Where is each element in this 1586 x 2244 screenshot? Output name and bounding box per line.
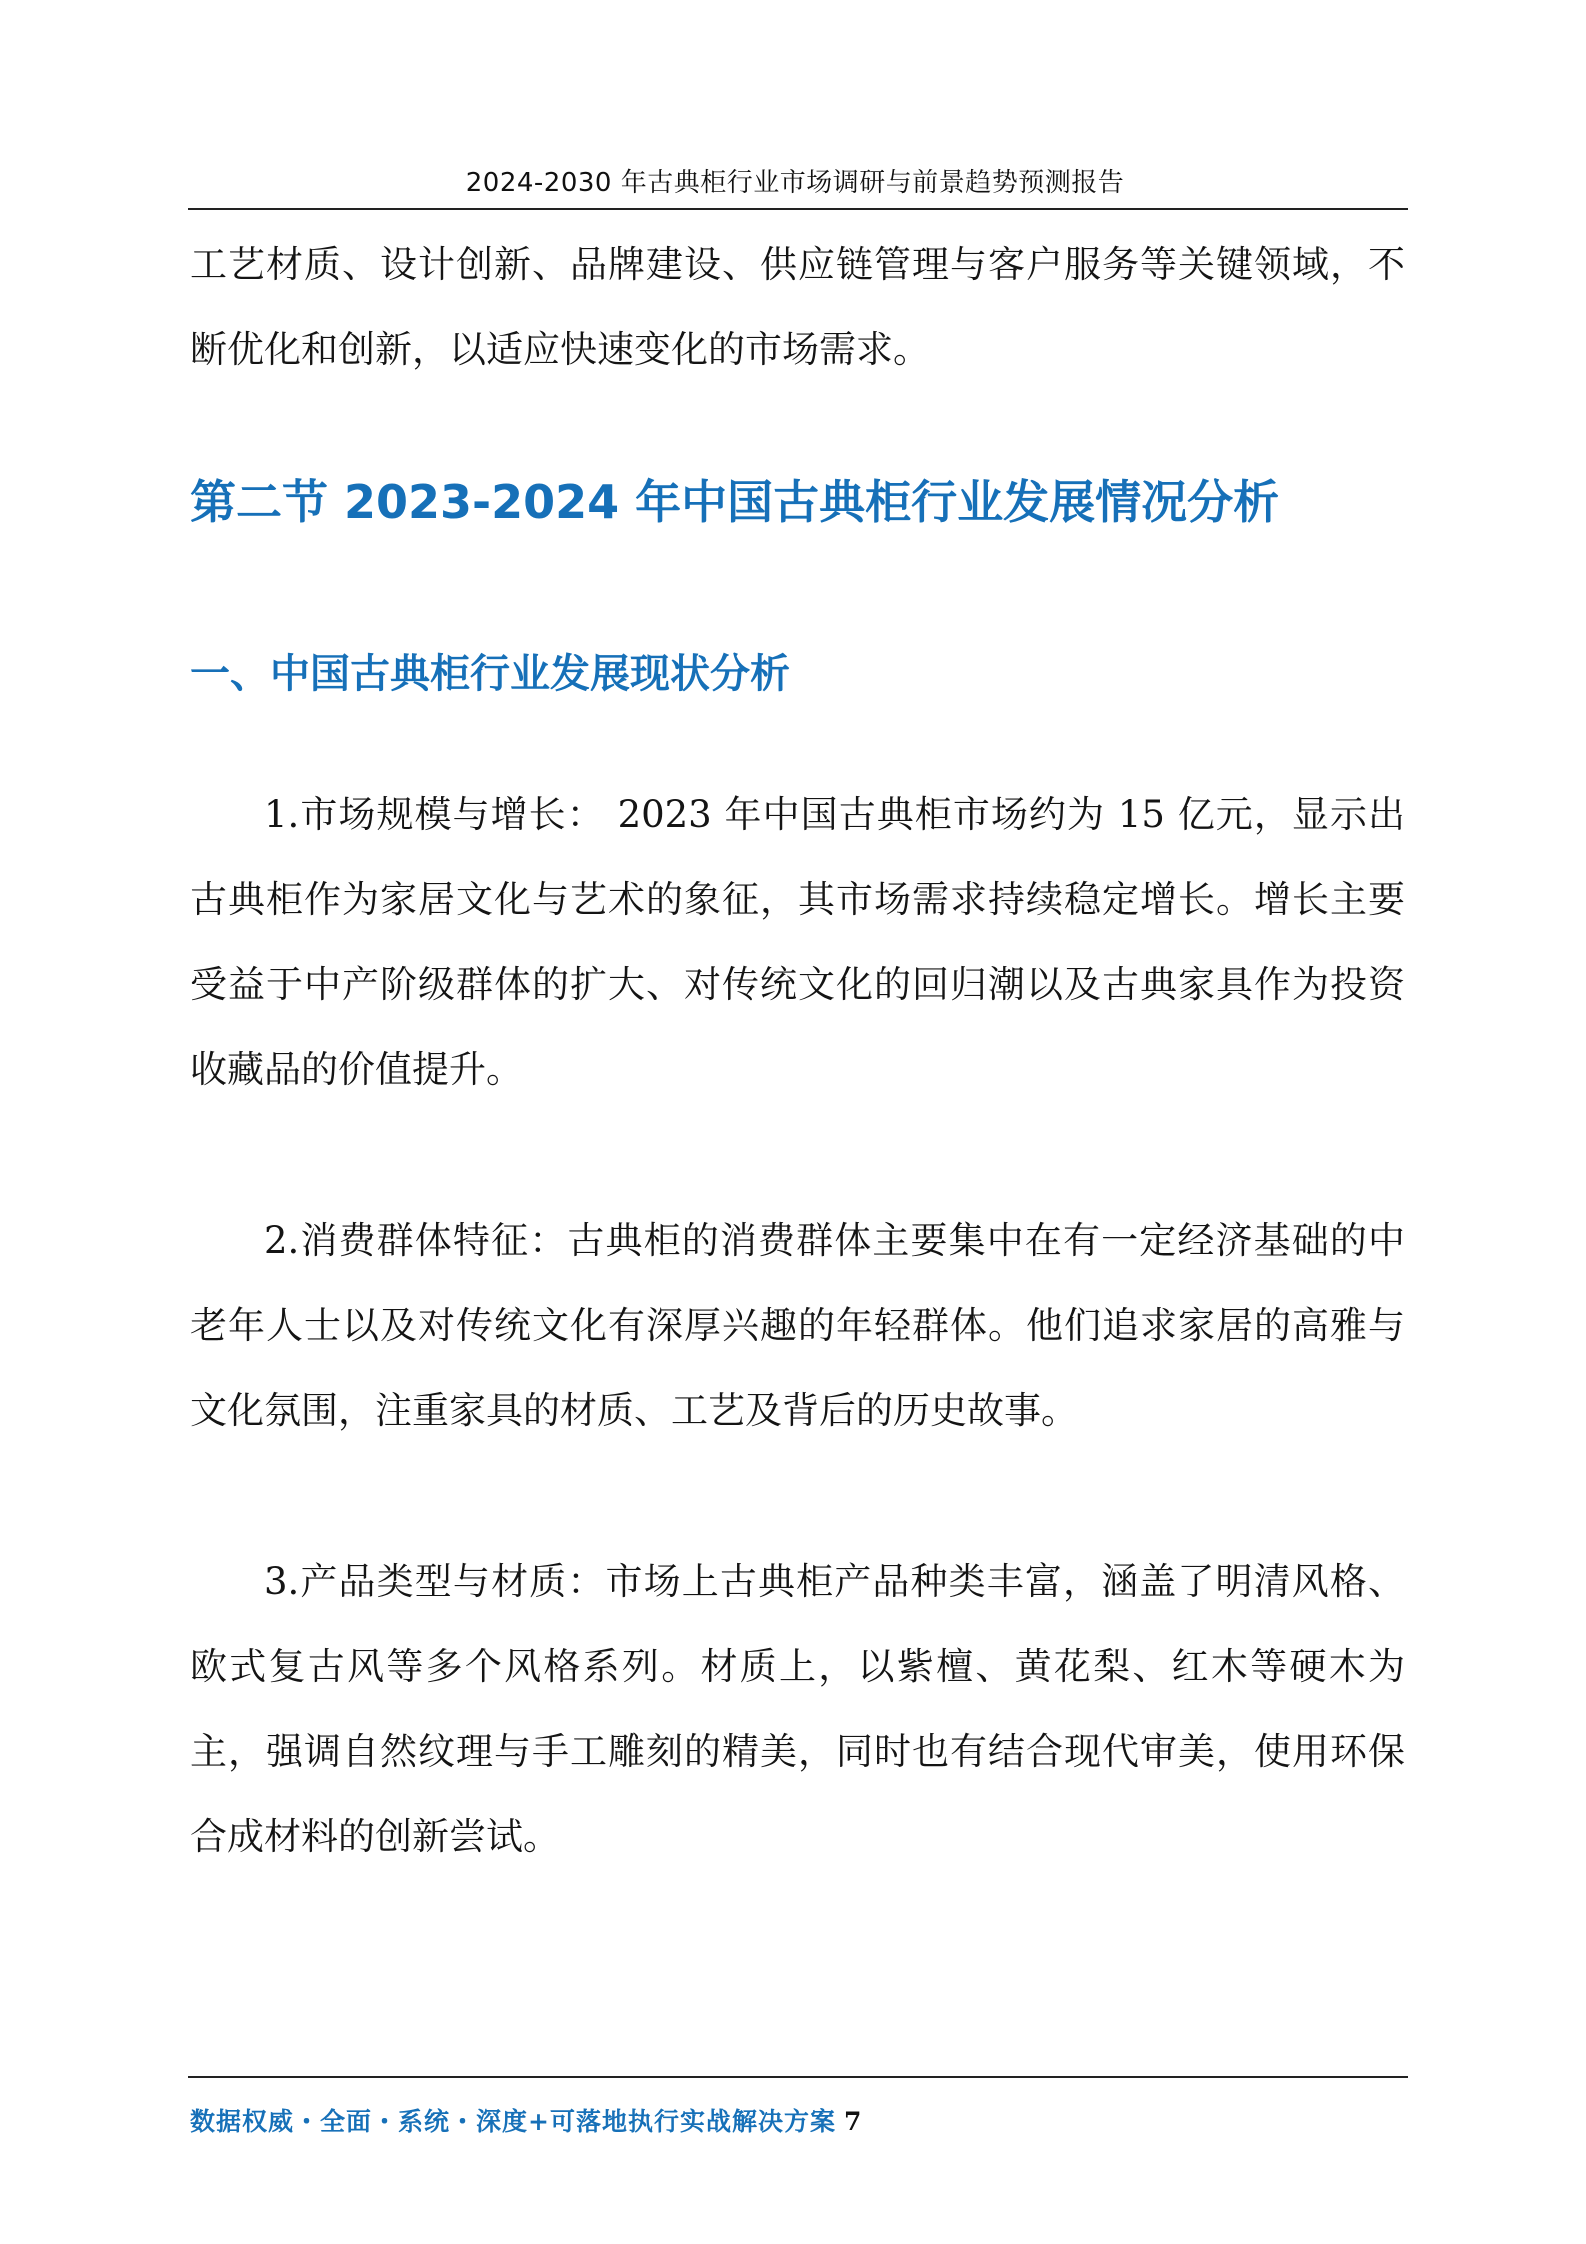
spacer <box>190 392 1405 469</box>
point-consumer-groups: 2.消费群体特征：古典柜的消费群体主要集中在有一定经济基础的中老年人士以及对传统文化有深厚兴趣的年轻群体。他们追求家居的高雅与文化氛围，注重家具的材质、工艺及背后的历史故事。 <box>190 1219 1405 1432</box>
report-header-title: 2024-2030 年古典柜行业市场调研与前景趋势预测报告 <box>465 168 1125 198</box>
point-product-types: 3.产品类型与材质：市场上古典柜产品种类丰富，涵盖了明清风格、欧式复古风等多个风格系列。材质上，以紫檀、黄花梨、红木等硬木为主，强调自然纹理与手工雕刻的精美，同时也有结合现代审美，使用环保合成材料的创新尝试。 <box>190 1560 1405 1858</box>
spacer <box>190 1112 1405 1198</box>
header-divider <box>188 208 1408 210</box>
footer <box>190 2102 862 2138</box>
spacer <box>190 535 1405 644</box>
spacer <box>190 1453 1405 1539</box>
spacer <box>190 704 1405 772</box>
footer-divider <box>188 2076 1408 2078</box>
subsection-heading: 一、中国古典柜行业发展现状分析 <box>190 651 790 697</box>
intro-paragraph: 工艺材质、设计创新、品牌建设、供应链管理与客户服务等关键领域，不断优化和创新，以适应快速变化的市场需求。 <box>190 243 1405 371</box>
page-content <box>190 222 1405 1879</box>
point-market-size: 1.市场规模与增长： 2023 年中国古典柜市场约为 15 亿元，显示出古典柜作为家居文化与艺术的象征，其市场需求持续稳定增长。增长主要受益于中产阶级群体的扩大、对传统文化的回归潮以及古典家具作为投资收藏品的价值提升。 <box>190 793 1405 1091</box>
section-heading: 第二节 2023-2024 年中国古典柜行业发展情况分析 <box>190 475 1280 529</box>
page-number: 7 <box>843 2107 863 2136</box>
footer-tagline: 数据权威・全面・系统・深度+可落地执行实战解决方案 <box>190 2107 836 2136</box>
